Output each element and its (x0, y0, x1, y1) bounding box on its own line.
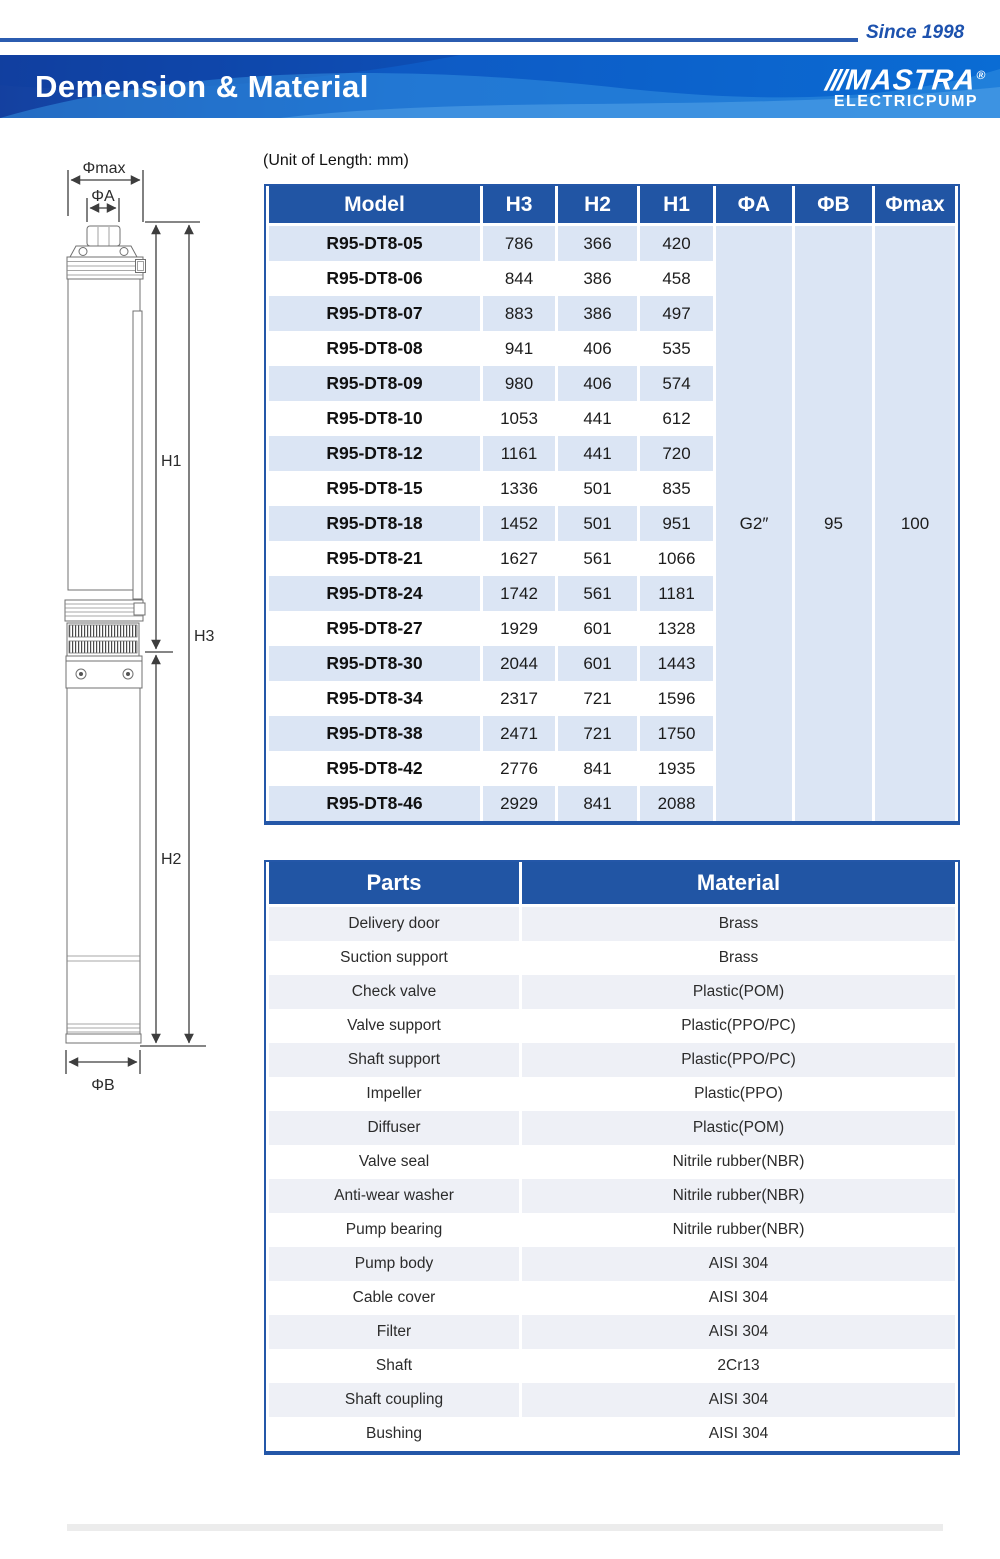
title-banner (0, 55, 1000, 118)
parts-row (269, 1281, 955, 1315)
material-cell: 2Cr13 (522, 1349, 955, 1383)
parts-row (269, 1247, 955, 1281)
brand-subtitle: ELECTRICPUMP (833, 92, 979, 110)
part-cell: Diffuser (269, 1111, 519, 1145)
col-header-h3: H3 (483, 186, 555, 226)
parts-row (269, 1009, 955, 1043)
h1-cell: 535 (640, 331, 713, 366)
material-cell: AISI 304 (522, 1247, 955, 1281)
h1-cell: 1066 (640, 541, 713, 576)
part-cell: Check valve (269, 975, 519, 1009)
h1-cell: 2088 (640, 786, 713, 821)
material-cell: Plastic(PPO/PC) (522, 1009, 955, 1043)
h3-cell: 1336 (483, 471, 555, 506)
h3-cell: 1452 (483, 506, 555, 541)
material-cell: AISI 304 (522, 1281, 955, 1315)
parts-row (269, 1145, 955, 1179)
h2-cell: 441 (558, 401, 637, 436)
part-cell: Cable cover (269, 1281, 519, 1315)
h3-cell: 1627 (483, 541, 555, 576)
parts-row (269, 1111, 955, 1145)
phi-a-shared-cell: G2″ (716, 226, 792, 821)
h2-label: H2 (161, 851, 182, 868)
material-cell: Nitrile rubber(NBR) (522, 1213, 955, 1247)
part-cell: Bushing (269, 1417, 519, 1451)
h3-cell: 2317 (483, 681, 555, 716)
material-cell: AISI 304 (522, 1315, 955, 1349)
phi-b-label: ΦB (91, 1077, 115, 1094)
h3-cell: 1929 (483, 611, 555, 646)
part-cell: Impeller (269, 1077, 519, 1111)
h2-cell: 366 (558, 226, 637, 261)
col-header-model: Model (269, 186, 480, 226)
h2-cell: 406 (558, 366, 637, 401)
header-rule-line (0, 38, 858, 42)
h2-cell: 841 (558, 751, 637, 786)
h1-cell: 1750 (640, 716, 713, 751)
h3-cell: 883 (483, 296, 555, 331)
h2-cell: 386 (558, 296, 637, 331)
col-header-h1: H1 (640, 186, 713, 226)
h3-cell: 980 (483, 366, 555, 401)
material-cell: Plastic(PPO/PC) (522, 1043, 955, 1077)
dimension-table-body (269, 226, 955, 821)
h2-cell: 386 (558, 261, 637, 296)
h1-cell: 497 (640, 296, 713, 331)
h1-label: H1 (161, 453, 182, 470)
parts-row (269, 941, 955, 975)
unit-of-length-note: (Unit of Length: mm) (263, 152, 409, 169)
h2-cell: 441 (558, 436, 637, 471)
part-cell: Pump bearing (269, 1213, 519, 1247)
h2-cell: 721 (558, 681, 637, 716)
h1-cell: 612 (640, 401, 713, 436)
dimension-row (269, 226, 955, 261)
part-cell: Valve seal (269, 1145, 519, 1179)
model-cell: R95-DT8-24 (269, 576, 480, 611)
brand-logo-wordmark (824, 60, 988, 96)
h3-cell: 2776 (483, 751, 555, 786)
model-cell: R95-DT8-12 (269, 436, 480, 471)
parts-row (269, 1179, 955, 1213)
col-header-phi-a: ΦA (716, 186, 792, 226)
h2-cell: 561 (558, 541, 637, 576)
model-cell: R95-DT8-06 (269, 261, 480, 296)
pump-outline (65, 226, 146, 1043)
h2-cell: 601 (558, 646, 637, 681)
h2-cell: 501 (558, 471, 637, 506)
h3-cell: 786 (483, 226, 555, 261)
part-cell: Pump body (269, 1247, 519, 1281)
material-cell: Brass (522, 907, 955, 941)
h3-cell: 2471 (483, 716, 555, 751)
registered-trademark-icon: ® (975, 68, 988, 82)
model-cell: R95-DT8-46 (269, 786, 480, 821)
dimension-table-header-row (269, 186, 955, 226)
parts-row (269, 1417, 955, 1451)
part-cell: Anti-wear washer (269, 1179, 519, 1213)
h1-cell: 951 (640, 506, 713, 541)
h3-cell: 844 (483, 261, 555, 296)
brand-logo (823, 60, 988, 111)
model-cell: R95-DT8-05 (269, 226, 480, 261)
col-header-material: Material (522, 862, 955, 907)
logo-slashes-icon: /// (823, 64, 846, 97)
h2-cell: 721 (558, 716, 637, 751)
model-cell: R95-DT8-15 (269, 471, 480, 506)
material-cell: Nitrile rubber(NBR) (522, 1145, 955, 1179)
parts-row (269, 907, 955, 941)
part-cell: Suction support (269, 941, 519, 975)
h3-cell: 2044 (483, 646, 555, 681)
model-cell: R95-DT8-38 (269, 716, 480, 751)
material-cell: Plastic(POM) (522, 1111, 955, 1145)
brand-name: MASTRA (844, 64, 978, 97)
parts-row (269, 1315, 955, 1349)
h1-cell: 720 (640, 436, 713, 471)
model-cell: R95-DT8-18 (269, 506, 480, 541)
h1-cell: 835 (640, 471, 713, 506)
col-header-phi-max: Φmax (875, 186, 955, 226)
parts-table-header-row (269, 862, 955, 907)
phi-max-label: Φmax (82, 160, 126, 177)
parts-row (269, 1213, 955, 1247)
page-title: Demension & Material (35, 69, 369, 104)
phi-max-shared-cell: 100 (875, 226, 955, 821)
model-cell: R95-DT8-34 (269, 681, 480, 716)
h1-cell: 574 (640, 366, 713, 401)
col-header-h2: H2 (558, 186, 637, 226)
h1-cell: 1181 (640, 576, 713, 611)
material-cell: AISI 304 (522, 1417, 955, 1451)
dimension-table (264, 184, 960, 825)
phi-a-label: ΦA (91, 188, 115, 205)
h1-cell: 1935 (640, 751, 713, 786)
parts-row (269, 1383, 955, 1417)
col-header-phi-b: ΦB (795, 186, 872, 226)
material-cell: Plastic(POM) (522, 975, 955, 1009)
h3-cell: 2929 (483, 786, 555, 821)
model-cell: R95-DT8-09 (269, 366, 480, 401)
h3-cell: 1742 (483, 576, 555, 611)
h2-cell: 841 (558, 786, 637, 821)
h1-cell: 1596 (640, 681, 713, 716)
h1-cell: 420 (640, 226, 713, 261)
part-cell: Shaft (269, 1349, 519, 1383)
h1-cell: 458 (640, 261, 713, 296)
h3-cell: 1053 (483, 401, 555, 436)
h3-cell: 941 (483, 331, 555, 366)
material-cell: AISI 304 (522, 1383, 955, 1417)
parts-row (269, 1077, 955, 1111)
material-cell: Plastic(PPO) (522, 1077, 955, 1111)
h1-cell: 1328 (640, 611, 713, 646)
model-cell: R95-DT8-07 (269, 296, 480, 331)
h2-cell: 601 (558, 611, 637, 646)
part-cell: Shaft coupling (269, 1383, 519, 1417)
part-cell: Filter (269, 1315, 519, 1349)
part-cell: Valve support (269, 1009, 519, 1043)
h3-label: H3 (194, 628, 215, 645)
parts-table-body (269, 907, 955, 1451)
part-cell: Delivery door (269, 907, 519, 941)
h2-cell: 501 (558, 506, 637, 541)
parts-row (269, 975, 955, 1009)
pump-dimension-drawing (0, 140, 250, 1110)
model-cell: R95-DT8-42 (269, 751, 480, 786)
h1-cell: 1443 (640, 646, 713, 681)
footer-divider-bar (67, 1524, 943, 1531)
material-cell: Brass (522, 941, 955, 975)
model-cell: R95-DT8-21 (269, 541, 480, 576)
parts-material-table (264, 860, 960, 1455)
parts-row (269, 1349, 955, 1383)
col-header-parts: Parts (269, 862, 519, 907)
model-cell: R95-DT8-10 (269, 401, 480, 436)
model-cell: R95-DT8-08 (269, 331, 480, 366)
h2-cell: 406 (558, 331, 637, 366)
material-cell: Nitrile rubber(NBR) (522, 1179, 955, 1213)
parts-row (269, 1043, 955, 1077)
phi-b-shared-cell: 95 (795, 226, 872, 821)
model-cell: R95-DT8-30 (269, 646, 480, 681)
part-cell: Shaft support (269, 1043, 519, 1077)
since-label: Since 1998 (866, 22, 965, 43)
model-cell: R95-DT8-27 (269, 611, 480, 646)
h3-cell: 1161 (483, 436, 555, 471)
h2-cell: 561 (558, 576, 637, 611)
